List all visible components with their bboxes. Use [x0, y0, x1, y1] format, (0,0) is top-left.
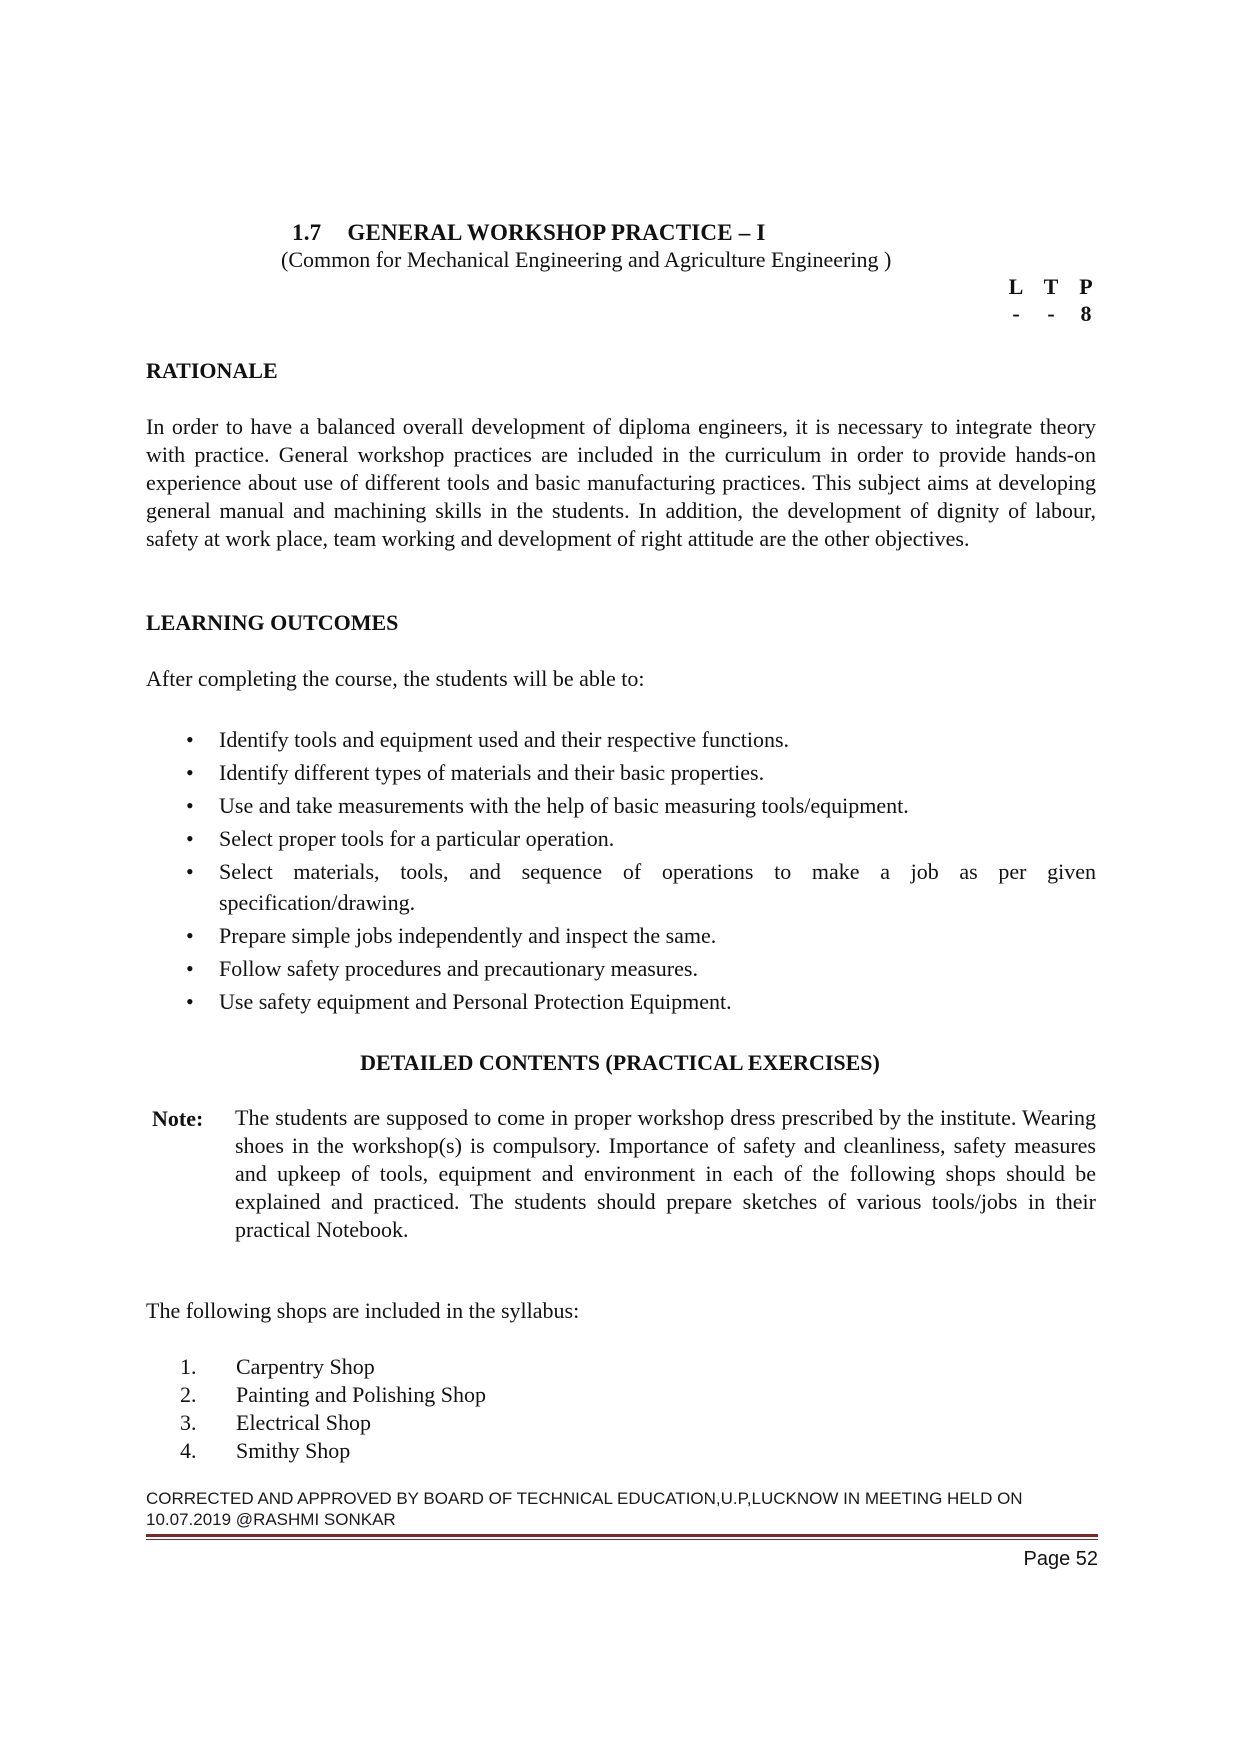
- list-item: [186, 724, 1096, 755]
- shops-list: [180, 1353, 486, 1465]
- list-number: 3.: [180, 1410, 197, 1435]
- ltp-value-l: -: [1012, 301, 1020, 326]
- page-number: Page 52: [1023, 1548, 1098, 1570]
- learning-outcomes-list: [186, 724, 1096, 1019]
- ltp-value-p: 8: [1080, 301, 1092, 326]
- footer-approval-note: CORRECTED AND APPROVED BY BOARD OF TECHNICAL EDUCATION,U.P,LUCKNOW IN MEETING HELD ON 10.07.2019 @RASHMI SONKAR: [146, 1489, 1023, 1529]
- bullet-icon: •: [186, 727, 194, 752]
- ltp-label-p: P: [1079, 274, 1093, 299]
- bullet-icon: •: [186, 989, 194, 1014]
- ltp-values: [1005, 301, 1097, 327]
- footer-divider: [146, 1534, 1098, 1537]
- list-item: [186, 953, 1096, 984]
- list-item: [186, 856, 1096, 918]
- course-title: [292, 220, 766, 246]
- bullet-icon: •: [186, 956, 194, 981]
- list-item-text: Select proper tools for a particular operation.: [219, 826, 615, 851]
- bullet-icon: •: [186, 923, 194, 948]
- bullet-icon: •: [186, 826, 194, 851]
- list-item: [186, 823, 1096, 854]
- bullet-icon: •: [186, 859, 194, 884]
- list-number: 4.: [180, 1438, 197, 1463]
- list-item-text: Follow safety procedures and precautionary measures.: [219, 956, 698, 981]
- course-subtitle: (Common for Mechanical Engineering and Agriculture Engineering ): [281, 247, 892, 272]
- list-item: [180, 1409, 486, 1437]
- shop-name: Electrical Shop: [236, 1410, 372, 1435]
- detailed-contents-heading-text: DETAILED CONTENTS (PRACTICAL EXERCISES): [360, 1050, 880, 1075]
- note-label: Note:: [152, 1106, 204, 1131]
- rationale-heading: RATIONALE: [146, 358, 278, 383]
- footer-divider-thin: [146, 1539, 1098, 1540]
- list-item-text: Use safety equipment and Personal Protection Equipment.: [219, 989, 732, 1014]
- learning-outcomes-intro: After completing the course, the students will be able to:: [146, 666, 645, 691]
- shop-name: Smithy Shop: [236, 1438, 351, 1463]
- shops-intro: The following shops are included in the syllabus:: [146, 1298, 580, 1323]
- list-number: 1.: [180, 1354, 197, 1379]
- list-item-text: Prepare simple jobs independently and inspect the same.: [219, 923, 717, 948]
- detailed-contents-heading: [0, 1050, 1240, 1076]
- list-item-text: Use and take measurements with the help of basic measuring tools/equipment.: [219, 793, 909, 818]
- bullet-icon: •: [186, 760, 194, 785]
- list-item: [186, 790, 1096, 821]
- list-item: [186, 986, 1096, 1017]
- shop-name: Carpentry Shop: [236, 1354, 375, 1379]
- list-item-text: Identify tools and equipment used and their respective functions.: [219, 727, 790, 752]
- list-number: 2.: [180, 1382, 197, 1407]
- ltp-label-l: L: [1008, 274, 1024, 299]
- ltp-value-t: -: [1047, 301, 1055, 326]
- list-item: [186, 920, 1096, 951]
- learning-outcomes-heading: LEARNING OUTCOMES: [146, 610, 399, 635]
- rationale-text: In order to have a balanced overall development of diploma engineers, it is necessary to integrate theory with practice. General workshop practices are included in the curriculum in order to provide hands-on experience about use of different tools and basic manufacturing practices. This subject aims at developing general manual and machining skills in the students. In addition, the development of dignity of labour, safety at work place, team working and development of right attitude are the other objectives.: [146, 414, 1096, 551]
- note-text: The students are supposed to come in proper workshop dress prescribed by the institute. Wearing shoes in the workshop(s) is compulsory. Importance of safety and cleanliness, safety measures and upkeep of tools, equipment and environment in each of the following shops should be explained and practiced. The students should prepare sketches of various tools/jobs in their practical Notebook.: [235, 1105, 1096, 1242]
- list-item: [180, 1381, 486, 1409]
- bullet-icon: •: [186, 793, 194, 818]
- ltp-labels: [1005, 274, 1097, 300]
- list-item-text: Identify different types of materials and their basic properties.: [219, 760, 765, 785]
- list-item: [186, 757, 1096, 788]
- shop-name: Painting and Polishing Shop: [236, 1382, 486, 1407]
- list-item: [180, 1437, 486, 1465]
- list-item: [180, 1353, 486, 1381]
- course-number: 1.7: [292, 220, 322, 245]
- course-title-text: GENERAL WORKSHOP PRACTICE – I: [347, 220, 766, 245]
- ltp-label-t: T: [1043, 274, 1059, 299]
- list-item-text: Select materials, tools, and sequence of operations to make a job as per given specification/drawing.: [219, 859, 1096, 915]
